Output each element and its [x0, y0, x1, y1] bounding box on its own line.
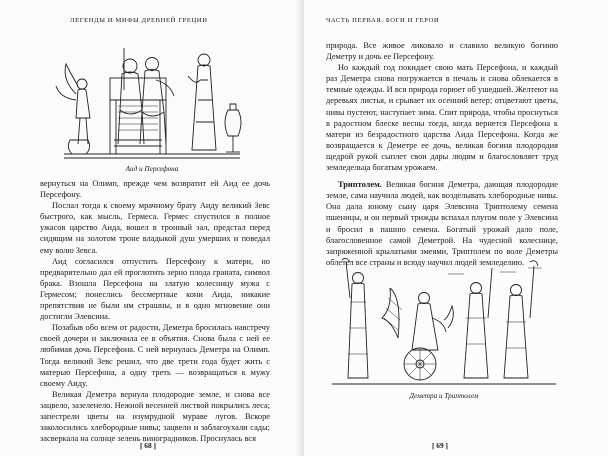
illustration-caption-right: Деметра и Триптолем: [409, 392, 479, 400]
running-head-right: ЧАСТЬ ПЕРВАЯ. БОГИ И ГЕРОИ: [326, 17, 440, 24]
section-lead-triptolemus: Триптолем.: [338, 180, 382, 190]
illustration-caption-left: Аид и Персефона: [125, 165, 179, 173]
page-number-right: [ 69 ]: [432, 441, 449, 450]
page-number-left: [ 68 ]: [140, 441, 157, 450]
right-page: [304, 0, 608, 456]
triptolemus-text: Великая богиня Деметра, дающая плодородие земле, сама научила людей, как возделывать хлебородные нивы. Она дала юному сыну царя Элевсина Триптолему семена пшеницы, и он первый трижды вспахал плугом поле у Элевсина и бросил в пашню семена. Богатый урожай дало поле, благословенное самой Деметрой. На чудесной колеснице, запряженной крылатыми змеями, Триптолем по воле Деметры облетел все страны и всюду научил людей земледелию.: [326, 180, 559, 267]
demeter-triptolemus-illustration: [328, 258, 560, 388]
paragraph: природа. Все живое ликовало и славило великую богиню Деметру и дочь ее Персефону.: [326, 41, 558, 62]
paragraph: Позабыв обо всем от радости, Деметра бросилась навстречу своей дочери и заключила ее в объятия. Снова была с ней ее любимая дочь Персефона. С ней вернулась Деметра на Олимп. Тогда великий Зевс решил, что две трети года будет жить с матерью Персефона, а одну треть — возвращаться к мужу своему Аиду.: [40, 323, 270, 388]
triptolemus-paragraph: [326, 179, 558, 268]
paragraph: Аид согласился отпустить Персефону к матери, но предварительно дал ей проглотить зерно плода граната, символ брака. Взошла Персефона на златую колесницу мужа с Гермесом; понеслись бессмертные кони Аида, никакие препятствия не были им страшны, и в одно мгновение они достигли Элевсина.: [40, 256, 270, 322]
paragraph: Послал тогда к своему мрачному брату Аиду великий Зевс быстрого, как мысль, Гермеса. Гермес спустился в полное ужасов царство Аида, вошел в тронный зал, предстал перед сидящим на золотом троне владыкой душ умерших и поведал ему волю Зевса.: [40, 201, 270, 255]
right-text-block: [326, 40, 558, 268]
paragraph: Великая Деметра вернула плодородие земле, и снова все зацвело, зазеленело. Нежной весенней листвой покрылись леса; запестрели цветы на изумрудной мураве лугов. Вскоре заколосились хлебородные нивы; зацвели и заблагоухали сады; засверкала на солнце зелень виноградников. Проснулась вся: [40, 389, 270, 444]
left-text-block: [40, 178, 270, 444]
hades-persephone-illustration: [52, 40, 252, 162]
paragraph: вернуться на Олимп, прежде чем возвратит ей Аид ее дочь Персефону.: [40, 179, 270, 200]
paragraph: Но каждый год покидает свою мать Персефона, и каждый раз Деметра снова погружается в печаль и снова облекается в темные одежды. И вся природа горюет об ушедшей. Желтеют на деревьях листья, и срывает их осенний ветер; отцветают цветы, нивы пустеют, наступает зима. Спит природа, чтобы проснуться в радостном блеске весны тогда, когда вернется Персефона к матери из безрадостного царства Аида Персефона. Когда же возвращается к Деметре ее дочь, великая богиня плодородия щедрой рукой сыплет свои дары людям и благословляет труд земледельца богатым урожаем.: [326, 63, 558, 173]
running-head-left: ЛЕГЕНДЫ И МИФЫ ДРЕВНЕЙ ГРЕЦИИ: [70, 17, 208, 24]
